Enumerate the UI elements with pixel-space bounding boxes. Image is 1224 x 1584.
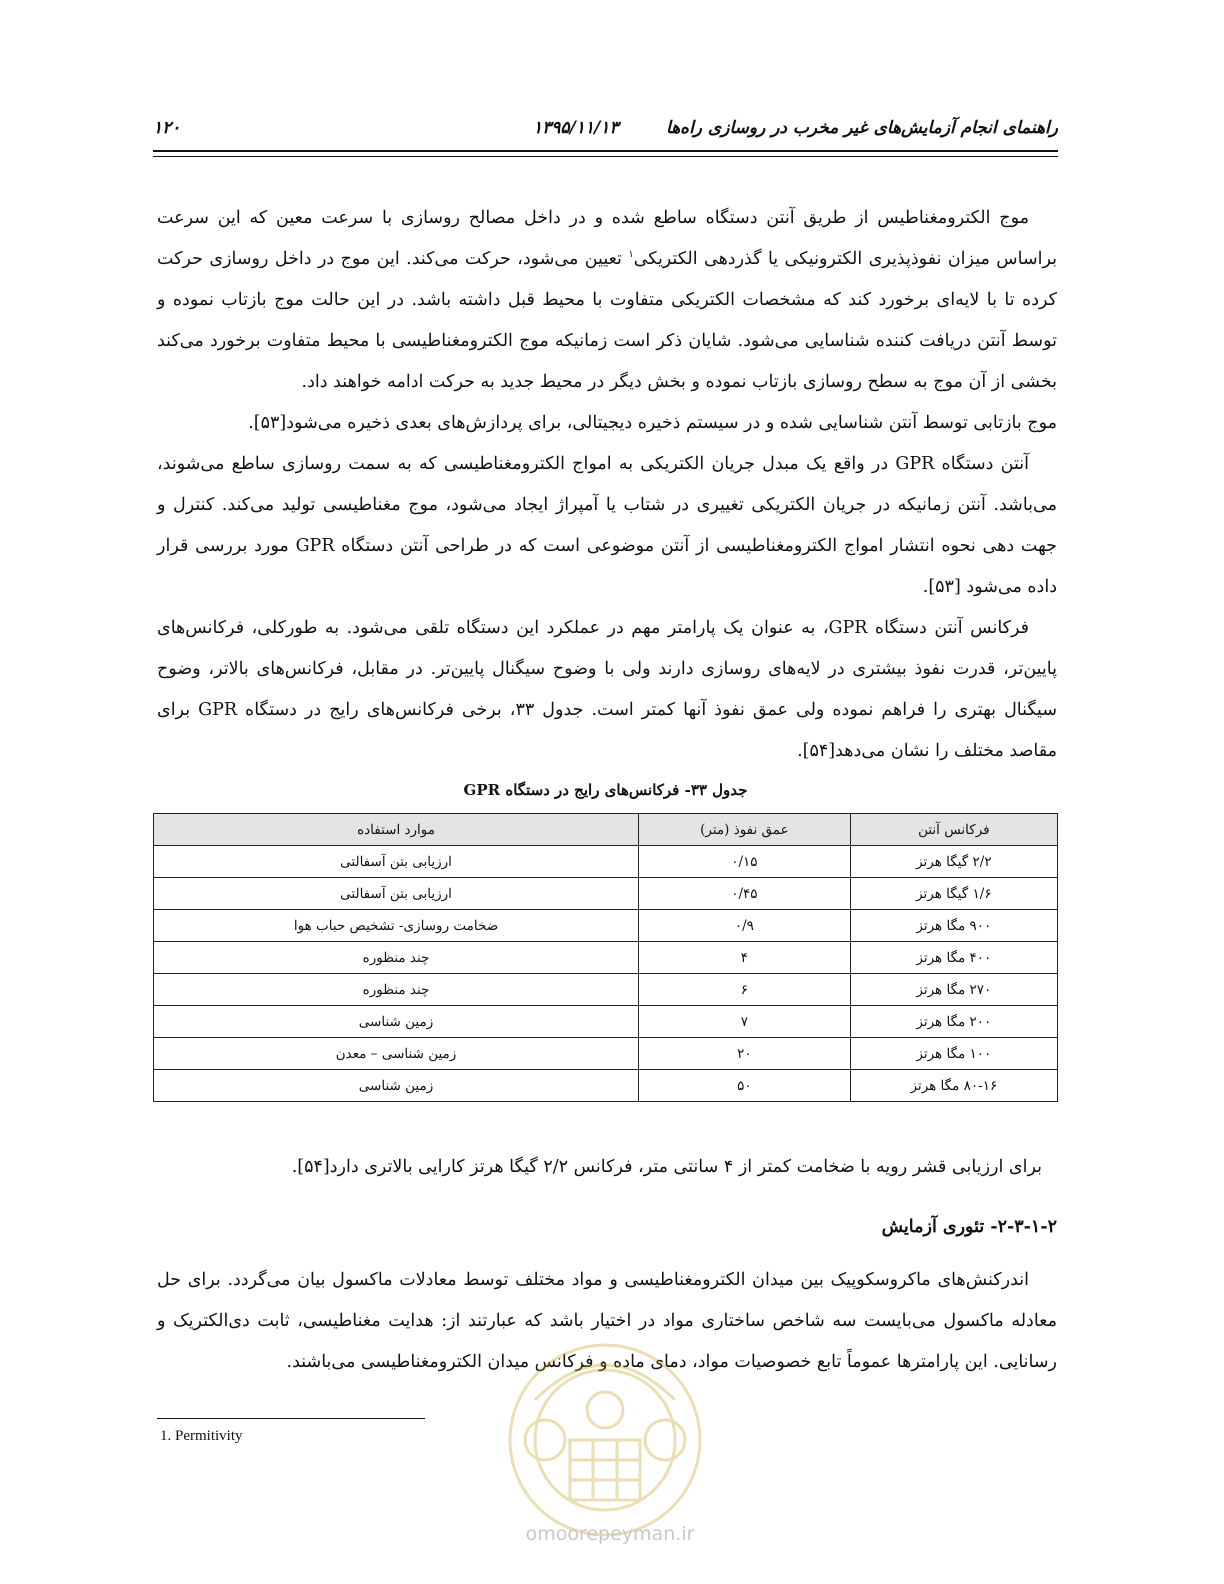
page-header <box>153 118 1058 146</box>
cell-frequency: ۱۰۰ مگا هرتز <box>850 1038 1057 1070</box>
table-row <box>154 1070 1058 1102</box>
cell-depth: ۶ <box>639 974 851 1006</box>
table-caption: جدول ۳۳- فرکانس‌های رایج در دستگاه GPR <box>463 781 748 799</box>
table-header-row <box>154 814 1058 846</box>
document-title: راهنمای انجام آزمایش‌های غیر مخرب در روسازی راه‌ها <box>666 118 1058 138</box>
header-rule-thick <box>153 150 1058 152</box>
header-usage: موارد استفاده <box>154 814 639 846</box>
watermark-url: omoorepeyman.ir <box>525 1523 695 1545</box>
after-table-paragraph: برای ارزیابی قشر رویه با ضخامت کمتر از ۴ سانتی متر، فرکانس ۲/۲ گیگا هرتز کارایی بالاتری دارد[۵۴]. <box>291 1157 1042 1177</box>
header-rule-thin <box>153 156 1058 157</box>
paragraph-1-text-cont: تعیین می‌شود، حرکت می‌کند. این موج در داخل روسازی حرکت کرده تا با لایه‌ای برخورد کند که مشخصات الکتریکی متفاوت با محیط قبل داشته باشد. در این حالت موج بازتاب نموده و توسط آنتن دریافت کننده شناسایی می‌شود. شایان ذکر است زمانیکه موج الکترومغناطیسی با محیط متفاوت برخورد می‌کند بخشی از آن موج به سطح روسازی بازتاب نموده و بخش دیگر در محیط جدید به حرکت ادامه خواهند داد. <box>157 249 1057 392</box>
cell-frequency: ۹۰۰ مگا هرتز <box>850 910 1057 942</box>
page-number: ۱۲۰ <box>153 118 181 138</box>
cell-frequency: ۸۰-۱۶ مگا هرتز <box>850 1070 1057 1102</box>
cell-usage: زمین شناسی – معدن <box>154 1038 639 1070</box>
frequency-table <box>153 813 1058 1102</box>
header-frequency: فرکانس آنتن <box>850 814 1057 846</box>
cell-usage: زمین شناسی <box>154 1006 639 1038</box>
cell-usage: چند منظوره <box>154 942 639 974</box>
footnote-rule <box>157 1418 425 1419</box>
watermark-logo-icon <box>475 1290 735 1550</box>
cell-frequency: ۲۷۰ مگا هرتز <box>850 974 1057 1006</box>
paragraph-3: آنتن دستگاه GPR در واقع یک مبدل جریان الکتریکی به امواج الکترومغناطیسی که به سمت روسازی ساطع می‌شوند، می‌باشد. آنتن زمانیکه در جریان الکتریکی تغییری در شتاب یا آمپراژ ایجاد می‌شود، موج مغناطیسی تولید می‌کند. کنترل و جهت دهی نحوه انتشار امواج الکترومغناطیسی از آنتن موضوعی است که در طراحی آنتن دستگاه GPR مورد بررسی قرار داده می‌شود [۵۳]. <box>157 454 1057 597</box>
table-row <box>154 878 1058 910</box>
paragraph-4: فرکانس آنتن دستگاه GPR، به عنوان یک پارامتر مهم در عملکرد این دستگاه تلقی می‌شود. به طورکلی، فرکانس‌های پایین‌تر، قدرت نفوذ بیشتری در لایه‌های روسازی دارند ولی با وضوح سیگنال پایین‌تر. در مقابل، فرکانس‌های بالاتر، وضوح سیگنال بهتری را فراهم نموده ولی عمق نفوذ آنها کمتر است. جدول ۳۳، برخی فرکانس‌های رایج در دستگاه GPR برای مقاصد مختلف را نشان می‌دهد[۵۴]. <box>157 618 1058 761</box>
cell-usage: چند منظوره <box>154 974 639 1006</box>
section-paragraph: اندرکنش‌های ماکروسکوپیک بین میدان الکترومغناطیسی و مواد مختلف توسط معادلات ماکسول بیان می‌گردد. برای حل معادله ماکسول می‌بایست سه شاخص ساختاری مواد در اختیار باشد که عبارتند از: هدایت مغناطیسی، ثابت دی‌الکتریک و رسانایی. این پارامترها عموماً تابع خصوصیات مواد، دمای ماده و فرکانس میدان الکترومغناطیسی می‌باشند. <box>157 1270 1057 1372</box>
cell-depth: ۵۰ <box>639 1070 851 1102</box>
table-row <box>154 910 1058 942</box>
body-text <box>157 198 1057 772</box>
cell-depth: ۰/۴۵ <box>639 878 851 910</box>
cell-usage: ارزیابی بتن آسفالتی <box>154 846 639 878</box>
table-row <box>154 974 1058 1006</box>
cell-usage: ضخامت روسازی- تشخیص حباب هوا <box>154 910 639 942</box>
cell-frequency: ۲۰۰ مگا هرتز <box>850 1006 1057 1038</box>
cell-frequency: ۴۰۰ مگا هرتز <box>850 942 1057 974</box>
cell-usage: زمین شناسی <box>154 1070 639 1102</box>
paragraph-1-text: موج الکترومغناطیس از طریق آنتن دستگاه ساطع شده و در داخل مصالح روسازی با سرعت معین که این سرعت براساس میزان نفوذپذیری الکترونیکی یا گذردهی الکتریکی <box>157 208 1057 269</box>
table-row <box>154 942 1058 974</box>
cell-frequency: ۲/۲ گیگا هرتز <box>850 846 1057 878</box>
footnote: 1. Permitivity <box>160 1428 243 1444</box>
cell-depth: ۰/۹ <box>639 910 851 942</box>
footnote-marker: ۱ <box>628 249 634 261</box>
table-row <box>154 846 1058 878</box>
cell-usage: ارزیابی بتن آسفالتی <box>154 878 639 910</box>
cell-depth: ۷ <box>639 1006 851 1038</box>
paragraph-1 <box>157 198 1057 403</box>
table-row <box>154 1006 1058 1038</box>
document-date: ۱۳۹۵/۱۱/۱۳ <box>533 118 619 138</box>
cell-depth: ۰/۱۵ <box>639 846 851 878</box>
table-row <box>154 1038 1058 1070</box>
paragraph-2: موج بازتابی توسط آنتن شناسایی شده و در سیستم ذخیره دیجیتالی، برای پردازش‌های بعدی ذخیره می‌شود[۵۳]. <box>248 413 1057 433</box>
cell-frequency: ۱/۶ گیگا هرتز <box>850 878 1057 910</box>
cell-depth: ۲۰ <box>639 1038 851 1070</box>
section-heading: ۲-۳-۱-۲- تئوری آزمایش <box>881 1217 1057 1237</box>
header-depth: عمق نفوذ (متر) <box>639 814 851 846</box>
cell-depth: ۴ <box>639 942 851 974</box>
